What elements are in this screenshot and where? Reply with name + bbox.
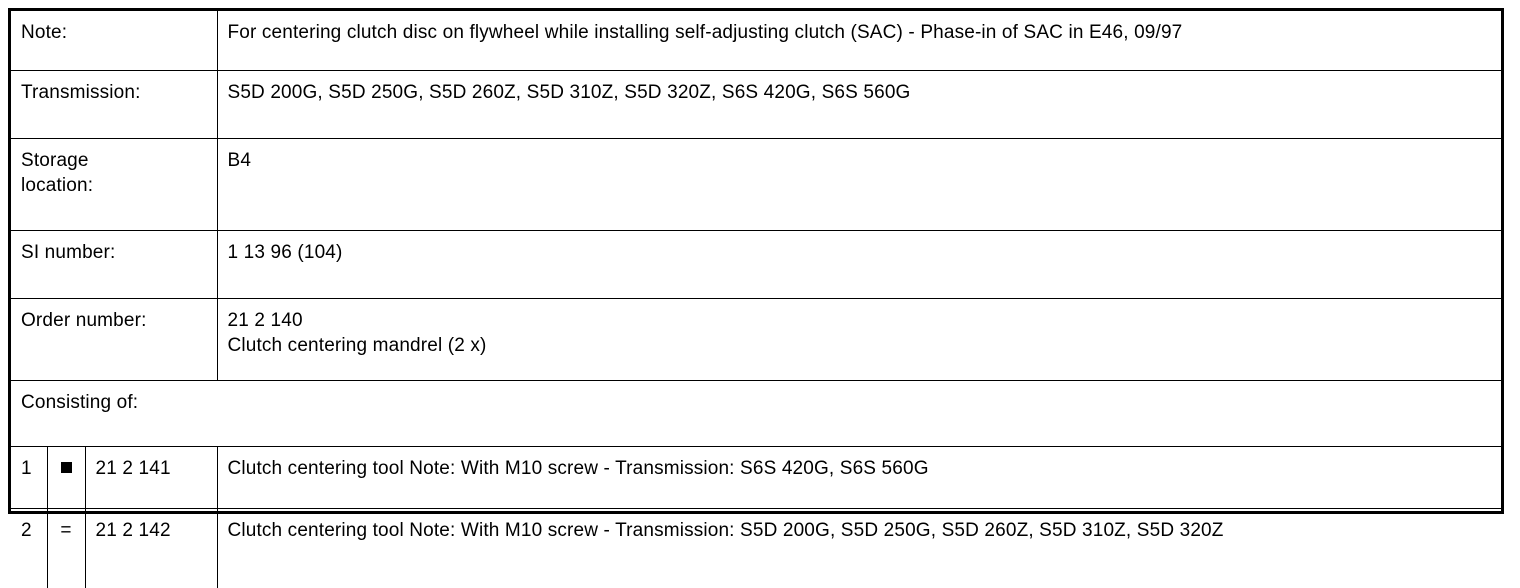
row-value-si-number: 1 13 96 (104) — [217, 231, 1501, 299]
row-label-storage-location-line1: Storage — [21, 148, 207, 173]
item-description: Clutch centering tool Note: With M10 screw - Transmission: S6S 420G, S6S 560G — [217, 447, 1501, 509]
order-number-value: 21 2 140 — [228, 308, 1492, 333]
item-part-number: 21 2 141 — [85, 447, 217, 509]
item-description: Clutch centering tool Note: With M10 screw - Transmission: S5D 200G, S5D 250G, S5D 260Z, S5D 310Z, S5D 320Z — [217, 509, 1501, 588]
row-value-storage-location: B4 — [217, 139, 1501, 231]
table-row — [11, 71, 1501, 139]
table-row — [11, 299, 1501, 381]
row-value-order-number — [217, 299, 1501, 381]
table-row — [11, 139, 1501, 231]
filled-square-icon — [47, 447, 85, 509]
item-index: 2 — [11, 509, 47, 588]
tool-specification-table — [11, 11, 1501, 588]
row-label-note: Note: — [11, 11, 217, 71]
spec-table-sheet — [8, 8, 1504, 514]
table-row — [11, 11, 1501, 71]
row-label-si-number: SI number: — [11, 231, 217, 299]
table-row — [11, 231, 1501, 299]
table-row — [11, 381, 1501, 447]
item-part-number: 21 2 142 — [85, 509, 217, 588]
consisting-of-label: Consisting of: — [11, 381, 1501, 447]
table-row — [11, 509, 1501, 588]
row-label-storage-location — [11, 139, 217, 231]
item-index: 1 — [11, 447, 47, 509]
order-number-description: Clutch centering mandrel (2 x) — [228, 333, 1492, 358]
table-row — [11, 447, 1501, 509]
row-label-storage-location-line2: location: — [21, 173, 207, 198]
row-value-transmission: S5D 200G, S5D 250G, S5D 260Z, S5D 310Z, S5D 320Z, S6S 420G, S6S 560G — [217, 71, 1501, 139]
equals-sign-icon: = — [47, 509, 85, 588]
row-value-note: For centering clutch disc on flywheel while installing self-adjusting clutch (SAC) - Phase-in of SAC in E46, 09/97 — [217, 11, 1501, 71]
row-label-transmission: Transmission: — [11, 71, 217, 139]
row-label-order-number: Order number: — [11, 299, 217, 381]
